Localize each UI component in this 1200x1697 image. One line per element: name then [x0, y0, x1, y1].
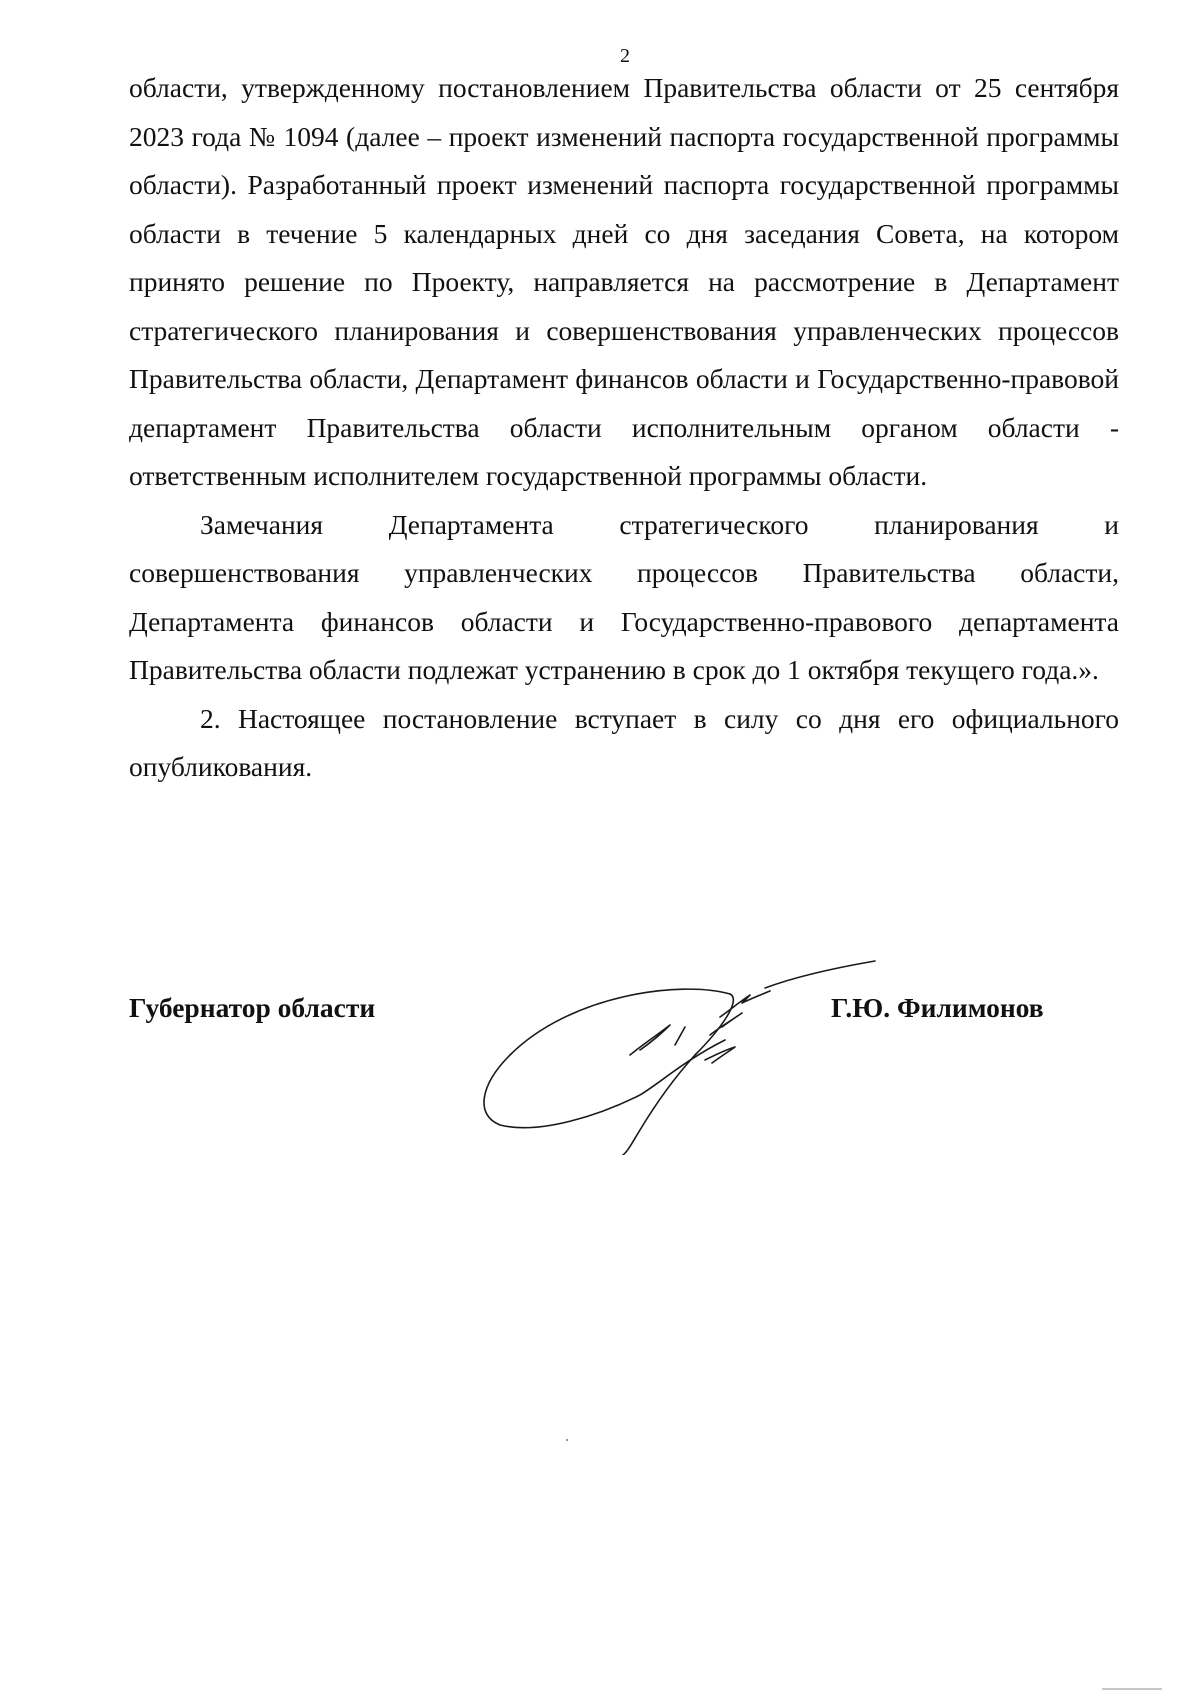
paragraph-effective-date: 2. Настоящее постановление вступает в силу со дня его официального опубликования. — [129, 702, 1119, 782]
paragraph-continuation: области, утвержденному постановлением Правительства области от 25 сентября 2023 года № 1094 (далее – проект изменений паспорта государственной программы области). Разработанный проект изменений паспорта государственной программы области в течение 5 календарных дней со дня заседания Совета, на котором принято решение по Проекту, направляется на рассмотрение в Департамент стратегического планирования и совершенствования управленческих процессов Правительства области, Департамент финансов области и Государственно-правовой департамент Правительства области исполнительным органом области - ответственным исполнителем государственной программы области. — [129, 72, 1119, 491]
scan-speck — [566, 1439, 568, 1441]
paragraph-remarks: Замечания Департамента стратегического планирования и совершенствования управленческих процессов Правительства области, Департамента финансов области и Государственно-правового департамента Правительства области подлежат устранению в срок до 1 октября текущего года.». — [129, 508, 1119, 685]
signatory-name: Г.Ю. Филимонов — [831, 992, 1044, 1023]
scan-speck — [1102, 1688, 1162, 1690]
page-number: 2 — [620, 45, 630, 67]
handwritten-signature — [480, 955, 910, 1155]
signatory-title: Губернатор области — [129, 992, 376, 1023]
document-body — [129, 64, 1119, 792]
